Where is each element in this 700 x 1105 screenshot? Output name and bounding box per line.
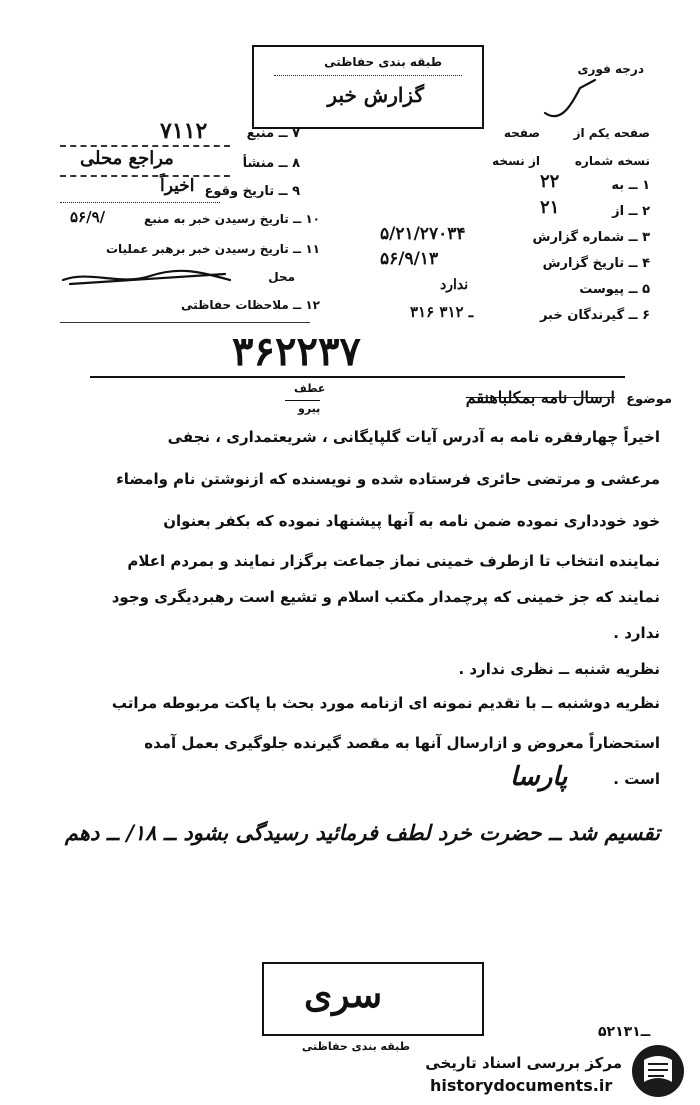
watermark-org: مرکز بررسی اسناد تاریخی <box>425 1054 622 1072</box>
field-received-leader-label: ۱۱ ــ تاریخ رسیدن خبر برهبر عملیات <box>105 242 320 256</box>
report-number-label: ۳ ــ شماره گزارش <box>532 230 650 245</box>
copy-number-value: از نسخه <box>492 154 540 168</box>
opinion-monday-line-3: است . <box>613 770 660 788</box>
handwritten-note: تقسیم شد ــ حضرت خرد لطف فرمائید رسیدگی بشود ــ ۱۸/ ــ دهم <box>64 820 660 845</box>
field-origin-value: مراجع محلی <box>80 148 174 169</box>
field-from-label: ۲ ــ از <box>612 204 650 219</box>
report-date-label: ۴ ــ تاریخ گزارش <box>542 256 650 271</box>
field-source-line <box>60 145 230 147</box>
page-of-value: صفحه <box>503 126 540 140</box>
field-date-line <box>60 202 220 203</box>
signature: پارسا <box>510 762 568 792</box>
right-fields <box>380 118 650 348</box>
body-line-5: نمایند که جز خمینی که پرچمدار مکتب اسلام و تشیع است رهبردیگری وجود <box>111 588 660 606</box>
report-number-value: ۵/۲۱/۲۷۰۳۴ <box>380 224 466 244</box>
field-from-value: ۲۱ <box>540 197 560 218</box>
bottom-stamp-text: سری <box>304 974 383 1016</box>
page-of-label: صفحه یکم از <box>573 126 650 140</box>
field-to-label: ۱ ــ به <box>611 178 650 193</box>
field-source-label: ۷ ــ منبع <box>246 126 300 141</box>
left-fields <box>60 118 320 318</box>
footer-classification-label: طبقه بندی حفاظتی <box>301 1040 410 1053</box>
body-line-1: اخیراً چهارفقره نامه به آدرس آیات گلپایگانی ، شریعتمداری ، نجفی <box>167 428 660 446</box>
header-classification-label: طبقه بندی حفاظتی <box>324 55 442 69</box>
side-note-divider <box>285 400 320 401</box>
opinion-saturday: نظریه شنبه ــ نظری ندارد . <box>458 660 660 678</box>
side-note-bottom: پیرو <box>298 402 321 415</box>
header-title: گزارش خبر <box>327 83 424 107</box>
field-to-value: ۲۲ <box>540 171 560 192</box>
fields-divider <box>60 322 310 323</box>
report-date-value: ۵۶/۹/۱۳ <box>380 249 439 269</box>
field-origin-label: ۸ ــ منشأ <box>242 156 300 171</box>
struck-out-scribble <box>60 266 235 290</box>
subject-label: موضوع <box>626 392 672 407</box>
body-line-6: ندارد . <box>613 624 660 642</box>
watermark-url: historydocuments.ir <box>430 1076 613 1095</box>
opinion-monday-line-2: استحضاراً معروض و ازارسال آنها به مقصد گیرنده جلوگیری بعمل آمده <box>144 734 660 752</box>
page-code: ۵۲ــ۱۳۱ <box>598 1024 651 1040</box>
bottom-stamp <box>262 962 484 1036</box>
header-divider <box>274 75 462 76</box>
priority-label: درجه فوری <box>577 62 644 76</box>
side-note-top: عطف <box>294 382 326 395</box>
field-date-value: اخیراً <box>160 176 195 196</box>
field-source-value: ۷۱۱۲ <box>160 118 208 144</box>
opinion-monday-line-1: نظریه دوشنبه ــ با تقدیم نمونه ای ازنامه مورد بحث با پاکت مربوطه مراتب <box>111 694 660 712</box>
attachment-value: ندارد <box>440 277 469 293</box>
body-line-2: مرعشی و مرتضی حائری فرستاده شده و نویسنده که ازنوشتن نام وامضاء <box>116 470 660 488</box>
subject-value: ارسال نامه بمکلباهنقم <box>465 388 615 407</box>
file-number: ۳۶۲۲۳۷ <box>232 328 361 375</box>
field-date-label: ۹ ــ تاریخ وقوع <box>204 184 300 199</box>
field-place-label: محل <box>268 270 295 284</box>
field-security-notes-label: ۱۲ ــ ملاحظات حفاظتی <box>181 298 320 312</box>
field-received-label: ۱۰ ــ تاریخ رسیدن خبر به منبع <box>144 212 320 226</box>
recipients-value: ۳۱۶ ـ ۳۱۲ <box>410 303 474 321</box>
body-line-4: نماینده انتخاب تا ازطرف خمینی نماز جماعت برگزار نمایند و بمردم اعلام <box>127 552 660 570</box>
copy-number-label: نسخه شماره <box>574 154 650 168</box>
recipients-label: ۶ ــ گیرندگان خبر <box>539 308 650 323</box>
scroll-logo-icon <box>628 1042 688 1100</box>
body-line-3: خود خودداری نموده ضمن نامه به آنها پیشنهاد نموده که بکفر بعنوان <box>163 512 660 530</box>
field-received-value: ۵۶/۹/ <box>70 208 106 226</box>
header-stamp <box>252 45 484 129</box>
attachment-label: ۵ ــ پیوست <box>579 282 650 297</box>
file-number-underline <box>90 376 625 378</box>
field-origin-line <box>60 175 230 177</box>
